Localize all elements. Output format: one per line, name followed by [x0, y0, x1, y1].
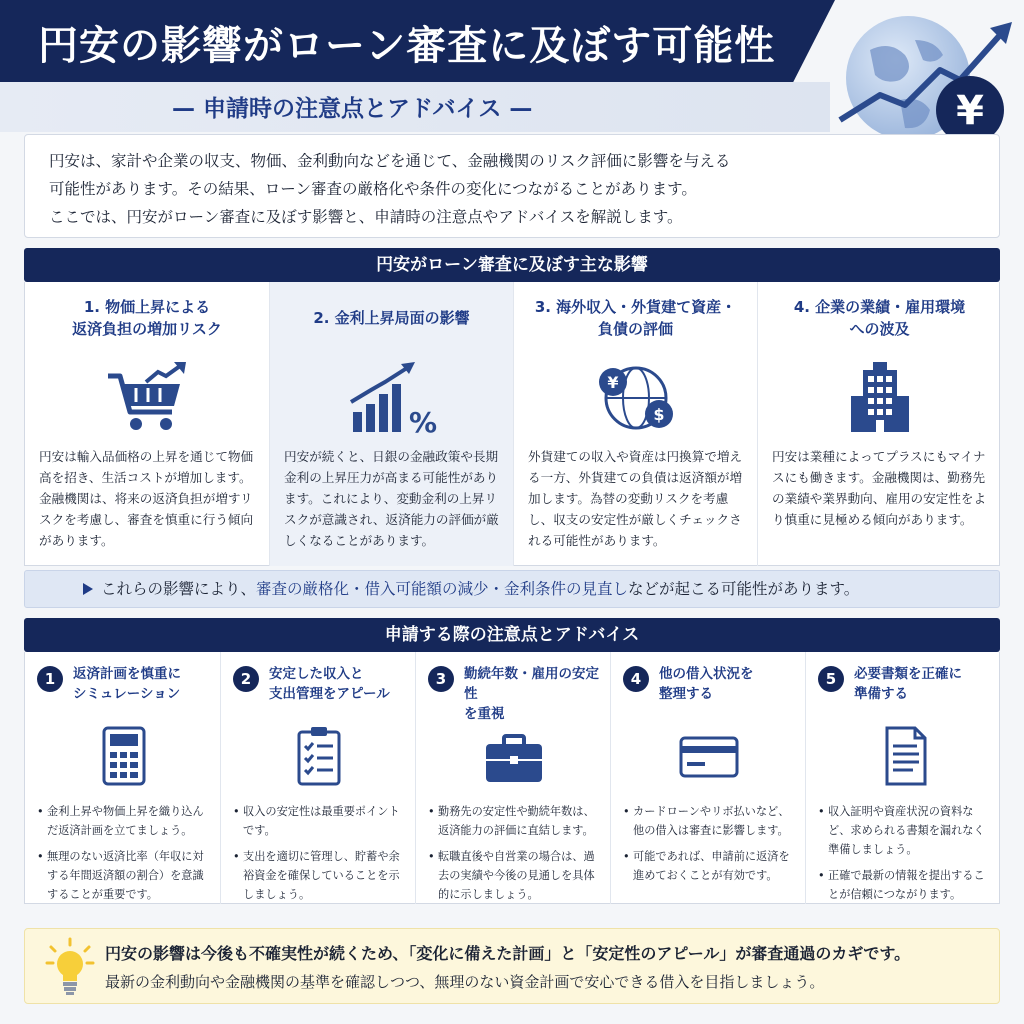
impact-text: 円安が続くと、日銀の金融政策や長期金利の上昇圧力が高まる可能性があります。これにより、変動金利の上昇リスクが意識され、返済能力の評価が厳しくなることがあります。 — [284, 449, 499, 548]
impacts-heading: 円安がローン審査に及ぼす主な影響 — [24, 248, 1000, 282]
intro-line: 円安は、家計や企業の収支、物価、金利動向などを通じて、金融機関のリスク評価に影響を与える — [49, 152, 731, 170]
page-subtitle: — 申請時の注意点とアドバイス — — [172, 96, 533, 122]
advice-card — [610, 652, 805, 904]
rising-bar-chart-icon — [347, 362, 437, 434]
calculator-icon — [92, 724, 156, 788]
impact-text: 円安は輸入品価格の上昇を通じて物価高を招き、生活コストが増加します。金融機関は、将来の返済負担が増すリスクを考慮し、審査を慎重に行う傾向があります。 — [39, 449, 254, 548]
advice-panel — [24, 652, 1000, 904]
intro-box — [24, 134, 1000, 238]
step-number: 1 — [37, 666, 63, 692]
shopping-cart-icon — [102, 362, 192, 434]
advice-bullet: • 収入の安定性は最重要ポイントです。 — [233, 802, 405, 840]
summary-highlight: 審査の厳格化・借入可能額の減少・金利条件の見直し — [256, 580, 629, 598]
svg-text:%: % — [408, 406, 437, 434]
step-number: 4 — [623, 666, 649, 692]
conclusion-line-2: 最新の金利動向や金融機関の基準を確認しつつ、無理のない資金計画で安心できる借入を目指しましょう。 — [105, 973, 825, 991]
advice-title: 他の借入状況を 整理する — [659, 666, 754, 702]
clipboard-checklist-icon — [287, 724, 351, 788]
yen-symbol: ¥ — [956, 88, 984, 134]
summary-text: これらの影響により、 — [101, 580, 257, 598]
advice-bullet: • 無理のない返済比率（年収に対する年間返済額の割合）を意識することが重要です。 — [37, 847, 210, 904]
advice-bullet: • 支出を適切に管理し、貯蓄や余裕資金を確保していることを示しましょう。 — [233, 847, 405, 904]
svg-text:¥: ¥ — [606, 373, 619, 392]
conclusion-line-1: 円安の影響は今後も不確実性が続くため、「変化に備えた計画」と「安定性のアピール」が審査通過のカギです。 — [105, 944, 911, 963]
page-title: 円安の影響がローン審査に及ぼす可能性 — [38, 23, 776, 69]
advice-card — [25, 652, 220, 904]
impact-title: 1. 物価上昇による 返済負担の増加リスク — [72, 298, 222, 338]
globe-currency-icon — [591, 362, 681, 434]
light-bulb-icon — [45, 937, 95, 997]
advice-heading: 申請する際の注意点とアドバイス — [24, 618, 1000, 652]
step-number: 2 — [233, 666, 259, 692]
impact-card — [513, 282, 757, 566]
conclusion-box — [24, 928, 1000, 1004]
advice-title: 返済計画を慎重に シミュレーション — [73, 666, 181, 702]
intro-line: ここでは、円安がローン審査に及ぼす影響と、申請時の注意点やアドバイスを解説します。 — [49, 208, 683, 226]
impact-summary-bar — [24, 570, 1000, 608]
advice-title: 勤続年数・雇用の安定性 を重視 — [464, 666, 599, 722]
advice-card — [415, 652, 610, 904]
document-icon — [873, 724, 937, 788]
impact-title: 2. 金利上昇局面の影響 — [313, 309, 470, 327]
impact-card — [269, 282, 513, 566]
impact-title: 3. 海外収入・外貨建て資産・ 負債の評価 — [534, 298, 737, 338]
advice-bullet: • 勤務先の安定性や勤続年数は、返済能力の評価に直結します。 — [428, 802, 600, 840]
credit-card-icon — [677, 724, 741, 788]
advice-bullet: • 可能であれば、申請前に返済を進めておくことが有効です。 — [623, 847, 795, 885]
advice-card — [220, 652, 415, 904]
summary-text-end: などが起こる可能性があります。 — [628, 580, 860, 598]
advice-bullet: • 正確で最新の情報を提出することが信頼につながります。 — [818, 866, 991, 904]
intro-line: 可能性があります。その結果、ローン審査の厳格化や条件の変化につながることがあります。 — [49, 180, 697, 198]
impact-text: 円安は業種によってプラスにもマイナスにも働きます。金融機関は、勤務先の業績や業界動向、雇用の安定性をより慎重に見極める傾向があります。 — [772, 449, 987, 527]
triangle-bullet-icon — [83, 583, 93, 595]
impact-card — [757, 282, 1001, 566]
advice-bullet: • 転職直後や自営業の場合は、過去の実績や今後の見通しを具体的に示しましょう。 — [428, 847, 600, 904]
step-number: 5 — [818, 666, 844, 692]
impact-text: 外貨建ての収入や資産は円換算で増える一方、外貨建ての負債は返済額が増加します。為替の変動リスクを考慮し、収支の安定性が厳しくチェックされる可能性があります。 — [528, 449, 743, 548]
step-number: 3 — [428, 666, 454, 692]
advice-bullet: • 収入証明や資産状況の資料など、求められる書類を漏れなく準備しましょう。 — [818, 802, 991, 859]
advice-card — [805, 652, 1001, 904]
briefcase-icon — [482, 724, 546, 788]
advice-title: 安定した収入と 支出管理をアピール — [269, 666, 390, 702]
svg-text:$: $ — [652, 405, 665, 424]
advice-title: 必要書類を正確に 準備する — [854, 666, 962, 702]
impact-card — [25, 282, 269, 566]
impacts-panel — [24, 282, 1000, 566]
advice-bullet: • 金利上昇や物価上昇を織り込んだ返済計画を立てましょう。 — [37, 802, 210, 840]
office-building-icon — [835, 362, 925, 434]
advice-bullet: • カードローンやリボ払いなど、他の借入は審査に影響します。 — [623, 802, 795, 840]
impact-title: 4. 企業の業績・雇用環境 への波及 — [793, 298, 966, 338]
